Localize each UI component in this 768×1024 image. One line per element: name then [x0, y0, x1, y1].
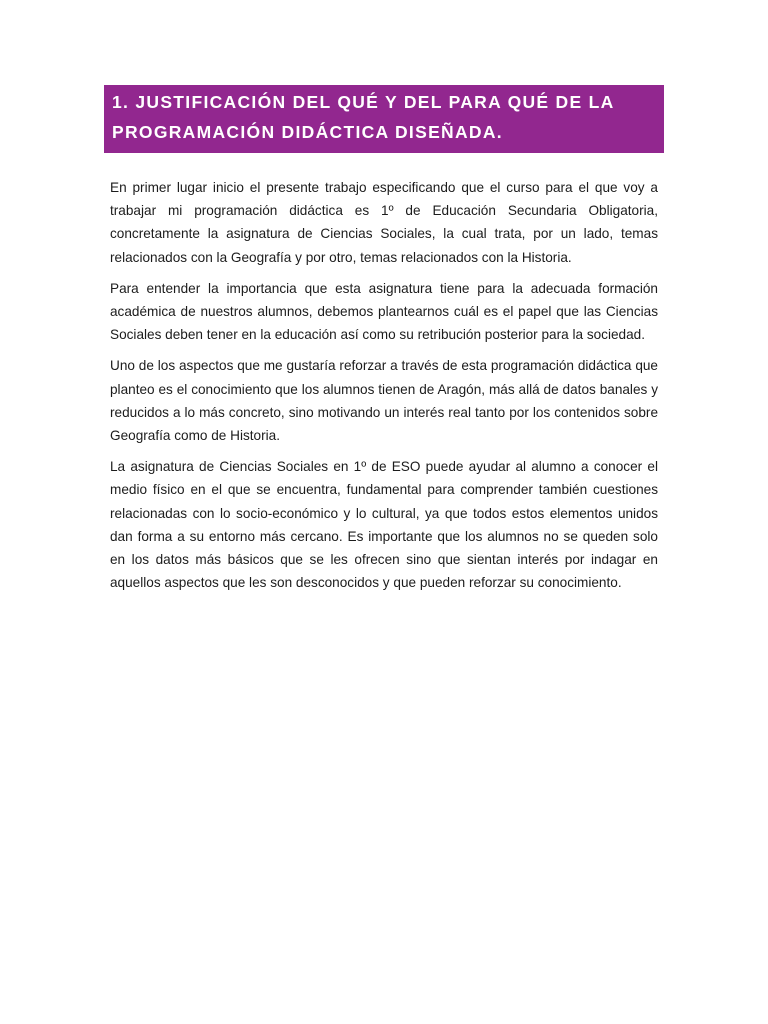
- paragraph-1: En primer lugar inicio el presente trabajo especificando que el curso para el que voy a trabajar mi programación didáctica es 1º de Educación Secundaria Obligatoria, concretamente la asignatura de Ciencias Sociales, la cual trata, por un lado, temas relacionados con la Geografía y por otro, temas relacionados con la Historia.: [110, 180, 658, 265]
- section-title: 1. JUSTIFICACIÓN DEL QUÉ Y DEL PARA QUÉ DE LA PROGRAMACIÓN DIDÁCTICA DISEÑADA.: [112, 92, 614, 142]
- section-heading-banner: [104, 85, 664, 153]
- paragraph-4: La asignatura de Ciencias Sociales en 1º de ESO puede ayudar al alumno a conocer el medio físico en el que se encuentra, fundamental para comprender también cuestiones relacionadas con lo socio-económico y lo cultural, ya que todos estos elementos unidos dan forma a su entorno más cercano. Es importante que los alumnos no se queden solo en los datos más básicos que se les ofrecen sino que sientan interés por indagar en aquellos aspectos que les son desconocidos y que pueden reforzar su conocimiento.: [110, 459, 658, 591]
- document-body: [110, 176, 658, 602]
- paragraph-2: Para entender la importancia que esta asignatura tiene para la adecuada formación académica de nuestros alumnos, debemos plantearnos cuál es el papel que las Ciencias Sociales deben tener en la educación así como su retribución posterior para la sociedad.: [110, 280, 658, 343]
- paragraph-3: Uno de los aspectos que me gustaría reforzar a través de esta programación didáctica que planteo es el conocimiento que los alumnos tienen de Aragón, más allá de datos banales y reducidos a lo más concreto, sino motivando un interés real tanto por los contenidos sobre Geografía como de Historia.: [110, 358, 658, 444]
